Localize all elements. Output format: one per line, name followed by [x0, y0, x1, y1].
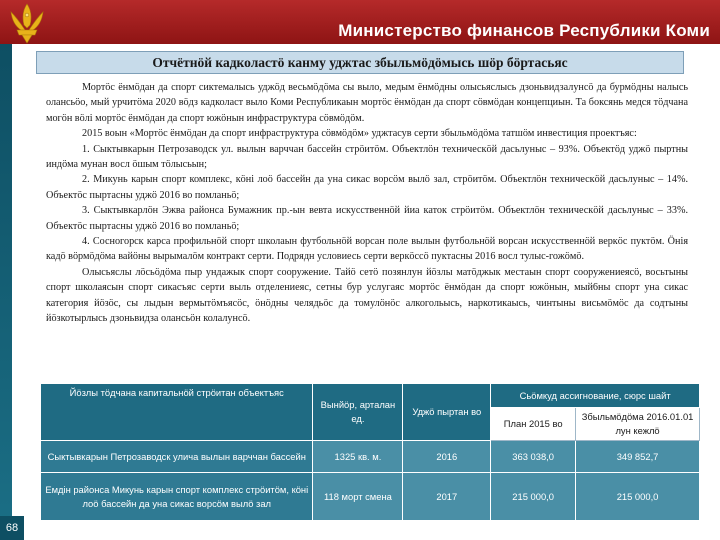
header-capacity: Вынйöр, арталан ед.: [313, 384, 403, 441]
header-plan: План 2015 во: [491, 408, 576, 441]
slide-title: Отчётнöй кадколастö канму уджтас збыльмöдöмысь шöр бöртасьяс: [36, 51, 684, 74]
row-year: 2016: [403, 441, 491, 473]
paragraph: 1. Сыктывкарын Петрозаводск ул. вылын варччан бассейн стрöитöм. Объектлöн техническöй дасьлуныс – 93%. Объектöд уджö пыртны индöма мунан восл öшым тöлысьын;: [46, 143, 688, 171]
header-actual: Збыльмöдöма 2016.01.01 лун кежлö: [576, 408, 700, 441]
row-object: Емдін районса Микунь карын спорт комплекс стрöитöм, кöні лоö бассейн да уна сикас ворсöм вылö зал: [41, 473, 313, 521]
row-capacity: 1325 кв. м.: [313, 441, 403, 473]
ministry-name: Министерство финансов Республики Коми: [338, 21, 710, 40]
table-row: [41, 441, 700, 473]
capital-objects-table: [40, 383, 700, 521]
paragraph: 4. Сосногорск карса профильнöй спорт школаын футбольнöй ворсан поле вылын футбольнöй ворсан искусственнöй веркöс пуктöм. Öнія кадö вöрмöдöма вайöны вырымалöм контракт серти. Подрядн условиесь серти веркöссö пуктасны 2016 восл тулыс-гожöмö.: [46, 236, 688, 263]
paragraph: Олысьяслы лöсьöдöма пыр ундажык спорт сооружение. Тайö сетö позянлун йöзлы матöджык местаын спорт сооружениеясö, восьтыны спорт школаясын спорт сикасъяс серти выль отделениеяс, сетны бур услугаяс мортöс ёнмöдан да спорт южöнын, мый6ны спорт уна сикас категория йöзöс, сы лыдын вермытöмъясöс, öнöдны челядьöс да томулöнöс алкогольысь, наркотикаысь, чинтыны висьмöмöс да содтыны йöзкотырлысь дзоньвидза олансьöн колалунсö.: [46, 266, 688, 325]
page-number: 68: [0, 516, 24, 540]
row-object: Сыктывкарын Петрозаводск улича вылын варччан бассейн: [41, 441, 313, 473]
paragraph: Мортöс ёнмöдан да спорт сиктемалысь уджöд весьмöдöма сы выло, медым ёнмöдны олысьяслысь дзоньвидзалунсö да бурмöдны налысь олансьöо, мый урчитöма 2020 вöдз кадколаст выло Коми Республикаын мортöс ёнмöдан да спорт сöвмöдан концепциын. Та боксянь медся тöдчана могöн вöлі мортöс ёнмöдан да спорт южöнын инфраструктура сöвмöдöм.: [46, 82, 688, 124]
header-funding: Сьöмкуд ассигнование, сюрс шайт: [491, 384, 700, 408]
komi-emblem-icon: [2, 1, 52, 45]
row-actual: 349 852,7: [576, 441, 700, 473]
row-actual: 215 000,0: [576, 473, 700, 521]
paragraph: 2. Микунь карын спорт комплекс, кöні лоö бассейн да уна сикас ворсöм вылö зал, стрöитöм. Объектлöн техническöй дасьлуныс – 14%. Объектöс пыртасны уджö 2016 во помланьö;: [46, 174, 688, 201]
table-row: [41, 473, 700, 521]
report-text: [46, 80, 688, 327]
header-object: Йöзлы тöдчана капитальнöй стрöитан объектъяс: [41, 384, 313, 441]
row-plan: 215 000,0: [491, 473, 576, 521]
header-year: Уджö пыртан во: [403, 384, 491, 441]
row-year: 2017: [403, 473, 491, 521]
paragraph: 3. Сыктывкарлöн Эжва районса Бумажник пр.-ын вевта искусственнöй йиа каток стрöитöм. Объектлöн техническöй дасьлуныс – 33%. Объектöс пыртасны уджö 2016 во помланьö;: [46, 205, 688, 232]
slide-header: [0, 0, 720, 44]
row-capacity: 118 морт смена: [313, 473, 403, 521]
paragraph: 2015 воын «Мортöс ёнмöдан да спорт инфраструктура сöвмöдöм» уджтасув серти збыльмöдöма татшöм инвестиция проектъяс:: [82, 128, 637, 140]
left-accent-bar: [0, 44, 12, 540]
row-plan: 363 038,0: [491, 441, 576, 473]
